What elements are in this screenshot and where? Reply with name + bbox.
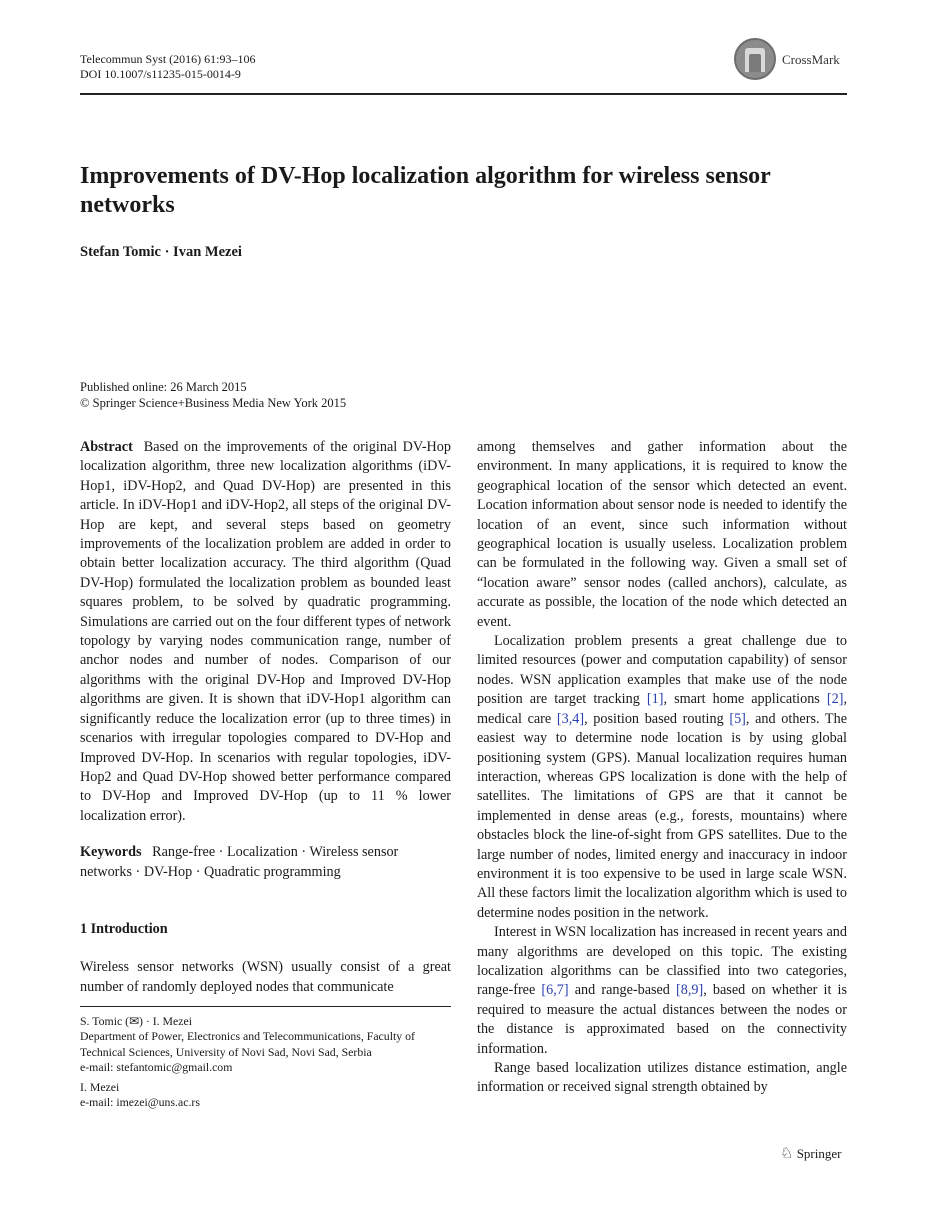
author-mezei: I. Mezei [80, 1079, 120, 1094]
doi[interactable]: DOI 10.1007/s11235-015-0014-9 [80, 67, 241, 81]
citation-link[interactable]: [3,4] [556, 710, 585, 727]
text-run: Interest in WSN localization has increased in recent years and many algorithms are developed on this topic. The existing localization algorithms can be classified into two categories, range-free [477, 924, 847, 999]
text-run: and range-based [568, 982, 677, 999]
footnote-divider [80, 1006, 451, 1007]
left-column [80, 438, 451, 997]
crossmark-label: CrossMark [782, 52, 840, 67]
section-heading-introduction: 1 Introduction [80, 920, 168, 937]
intro-paragraph-2 [477, 632, 847, 923]
journal-citation: Telecommun Syst (2016) 61:93–106 [80, 52, 256, 66]
email-tomic[interactable]: e-mail: stefantomic@gmail.com [80, 1060, 233, 1075]
intro-paragraph-1: Wireless sensor networks (WSN) usually consist of a great number of randomly deployed nodes that communicate [80, 959, 451, 995]
springer-logo-icon: ♘ [780, 1146, 794, 1162]
citation-link[interactable]: [2] [826, 691, 844, 708]
text-run: , medical care [477, 691, 847, 727]
abstract [80, 438, 451, 826]
abstract-label: Abstract [80, 439, 133, 455]
text-run: , position based routing [584, 710, 730, 727]
intro-paragraph-3 [477, 923, 847, 1059]
right-column [477, 438, 847, 1098]
intro-paragraph-1-cont: among themselves and gather information about the environment. In many applications, it is required to know the geographical location of the sensor which detected an event. Location information about sensor node is needed to identify the location of an event, since such information without geographical location is usually useless. Localization problem can be formulated in the following way. Given a small set of “location aware” sensor nodes (called anchors), calculate, as accurate as possible, the location of the node which detected an event. [477, 439, 847, 630]
citation-link[interactable]: [8,9] [676, 982, 704, 999]
publisher-footer [780, 1144, 841, 1163]
publisher-name: Springer [796, 1146, 842, 1161]
journal-header [80, 52, 255, 82]
author-footnote [80, 1014, 451, 1110]
citation-link[interactable]: [5] [729, 710, 746, 727]
header-divider [80, 93, 847, 95]
corresponding-authors: S. Tomic (✉) · I. Mezei [80, 1014, 193, 1028]
author-list: Stefan Tomic · Ivan Mezei [80, 244, 242, 260]
crossmark-badge[interactable] [734, 38, 844, 82]
abstract-text: Based on the improvements of the original DV-Hop localization algorithm, three new localization algorithms (iDV-Hop1, iDV-Hop2, and Quad DV-Hop) are presented in this article. In iDV-Hop1 and iDV-Hop2, all steps of the original DV-Hop are kept, and several steps based on geometry improvements of the localization problem are added in order to obtain better localization accuracy. The third algorithm (Quad DV-Hop) formulated the localization problem as bounded least squares problem, to be solved by quadratic programming. Simulations are carried out on the four different types of network topology by varying nodes communication range, number of anchor nodes and number of nodes. Comparison of our algorithms with the original DV-Hop and Improved DV-Hop algorithms are given. It is shown that iDV-Hop1 algorithm can significantly reduce the localization error (up to three times) in scenarios with irregular topologies compared to DV-Hop and Improved DV-Hop. In scenarios with regular topologies, iDV-Hop2 and Quad DV-Hop showed better performance compared to DV-Hop and Improved DV-Hop (up to 11 % lower localization error). [80, 439, 451, 824]
text-run: , smart home applications [663, 691, 827, 708]
keywords-text: Range-free · Localization · Wireless sensor networks · DV-Hop · Quadratic programming [80, 844, 399, 880]
email-mezei[interactable]: e-mail: imezei@uns.ac.rs [80, 1095, 200, 1110]
text-run: Localization problem presents a great challenge due to limited resources (power and computation capability) of sensor nodes. WSN application examples that make use of the node position are target tracking [477, 633, 847, 708]
keywords [80, 843, 451, 882]
paper-title: Improvements of DV-Hop localization algorithm for wireless sensor networks [80, 163, 771, 218]
keywords-label: Keywords [80, 844, 142, 861]
publication-info [80, 379, 346, 411]
text-run: , and others. The easiest way to determine node location is by using global positioning system (GPS). Manual localization requires human interaction, whereas GPS localization is done with the help of satellites. The limitations of GPS are that it cannot be implemented in dense areas (e.g., forests, mountains) where obstacles block the line-of-sight from GPS satellites. Due to the large number of nodes, limited energy and inaccuracy in indoor environment it is too expensive to be used in large scale WSN. All these factors limit the localization algorithm which is used to determine nodes position in the network. [477, 710, 847, 921]
citation-link[interactable]: [1] [646, 691, 664, 708]
published-date: Published online: 26 March 2015 [80, 380, 247, 394]
copyright: © Springer Science+Business Media New York 2015 [80, 396, 347, 410]
crossmark-icon [734, 38, 776, 80]
affiliation: Department of Power, Electronics and Telecommunications, Faculty of Technical Sciences, University of Novi Sad, Novi Sad, Serbia [80, 1029, 415, 1059]
citation-link[interactable]: [6,7] [541, 982, 569, 999]
intro-paragraph-4: Range based localization utilizes distance estimation, angle information or received signal strength obtained by [477, 1060, 847, 1096]
text-run: , based on whether it is required to measure the actual distances between the nodes or the distance is approximated based on the connectivity information. [477, 982, 847, 1057]
